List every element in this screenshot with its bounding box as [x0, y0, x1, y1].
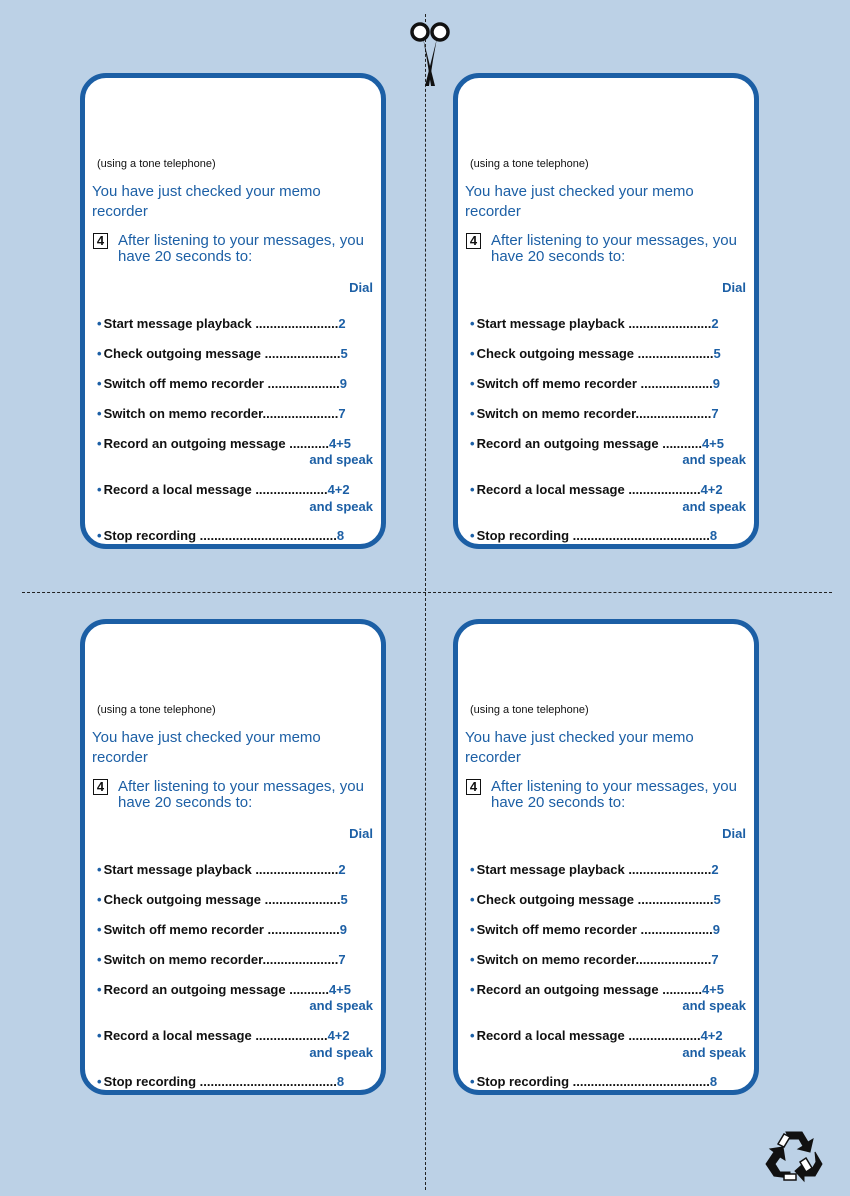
step-number-box: 4 [93, 779, 108, 795]
instruction-card [80, 619, 386, 1095]
bullet-icon: • [97, 436, 102, 451]
step-number-box: 4 [466, 233, 481, 249]
bullet-icon: • [97, 892, 102, 907]
bullet-icon: • [470, 1028, 475, 1043]
dial-code: 8 [709, 528, 718, 543]
dial-code: 7 [338, 952, 346, 967]
card-intro: You have just checked your memo recorder [465, 729, 694, 766]
bullet-icon: • [97, 528, 102, 543]
dial-code: 9 [339, 922, 348, 937]
list-item: • Stop recording ......................................8 [97, 1074, 345, 1089]
list-item: • Check outgoing message .....................5 [470, 346, 721, 361]
list-item: • Check outgoing message .....................5 [470, 892, 721, 907]
bullet-icon: • [97, 482, 102, 497]
list-item: • Record a local message ....................4+2 [470, 482, 723, 497]
dial-column-header: Dial [722, 280, 746, 295]
list-item: • Switch on memo recorder.....................7 [470, 952, 719, 967]
step-instruction: After listening to your messages, you have 20 seconds to: [118, 778, 364, 811]
list-item: • Switch off memo recorder ....................9 [97, 376, 348, 391]
dial-code: 7 [711, 952, 719, 967]
dial-code: 2 [711, 316, 719, 331]
card-intro: You have just checked your memo recorder [92, 183, 321, 220]
list-item: • Record a local message ....................4+2 [470, 1028, 723, 1043]
and-speak-note: and speak [309, 499, 373, 514]
dial-code: 9 [339, 376, 348, 391]
list-item: • Start message playback .......................2 [97, 862, 346, 877]
card-note: (using a tone telephone) [470, 158, 589, 170]
dial-code: 4+5 [328, 982, 352, 997]
list-item: • Start message playback .......................2 [470, 862, 719, 877]
dial-code: 2 [338, 316, 346, 331]
dial-code: 4+2 [327, 482, 350, 497]
card-note: (using a tone telephone) [97, 704, 216, 716]
vertical-cut-line [425, 14, 426, 1190]
bullet-icon: • [97, 982, 102, 997]
bullet-icon: • [470, 922, 475, 937]
card-intro: You have just checked your memo recorder [92, 729, 321, 766]
bullet-icon: • [470, 862, 475, 877]
recycle-icon [764, 1126, 824, 1184]
dial-code: 9 [712, 922, 721, 937]
dial-code: 4+2 [700, 482, 723, 497]
scissors-icon [408, 20, 452, 88]
dial-column-header: Dial [349, 280, 373, 295]
step-number-box: 4 [466, 779, 481, 795]
and-speak-note: and speak [682, 998, 746, 1013]
dial-code: 8 [336, 528, 345, 543]
dial-code: 8 [709, 1074, 718, 1089]
bullet-icon: • [97, 376, 102, 391]
bullet-icon: • [470, 406, 475, 421]
list-item: • Record an outgoing message ...........4+5 [470, 982, 725, 997]
dial-code: 4+5 [328, 436, 352, 451]
dial-code: 5 [713, 892, 721, 907]
bullet-icon: • [470, 436, 475, 451]
dial-code: 7 [711, 406, 719, 421]
bullet-icon: • [470, 376, 475, 391]
list-item: • Record a local message ....................4+2 [97, 482, 350, 497]
bullet-icon: • [97, 952, 102, 967]
step-instruction: After listening to your messages, you have 20 seconds to: [118, 232, 364, 265]
dial-code: 4+5 [701, 436, 725, 451]
and-speak-note: and speak [309, 452, 373, 467]
dial-column-header: Dial [722, 826, 746, 841]
bullet-icon: • [97, 1028, 102, 1043]
bullet-icon: • [97, 406, 102, 421]
list-item: • Stop recording ......................................8 [470, 528, 718, 543]
list-item: • Switch off memo recorder ....................9 [97, 922, 348, 937]
bullet-icon: • [470, 482, 475, 497]
step-instruction: After listening to your messages, you have 20 seconds to: [491, 778, 737, 811]
card-intro: You have just checked your memo recorder [465, 183, 694, 220]
dial-code: 2 [338, 862, 346, 877]
dial-code: 4+2 [700, 1028, 723, 1043]
bullet-icon: • [470, 892, 475, 907]
bullet-icon: • [97, 862, 102, 877]
horizontal-cut-line [22, 592, 832, 593]
list-item: • Check outgoing message .....................5 [97, 346, 348, 361]
dial-code: 7 [338, 406, 346, 421]
bullet-icon: • [97, 346, 102, 361]
dial-code: 5 [713, 346, 721, 361]
instruction-card [80, 73, 386, 549]
list-item: • Switch on memo recorder.....................7 [97, 952, 346, 967]
list-item: • Stop recording ......................................8 [97, 528, 345, 543]
bullet-icon: • [470, 952, 475, 967]
list-item: • Switch on memo recorder.....................7 [97, 406, 346, 421]
bullet-icon: • [470, 528, 475, 543]
and-speak-note: and speak [309, 1045, 373, 1060]
and-speak-note: and speak [682, 1045, 746, 1060]
instruction-card [453, 73, 759, 549]
list-item: • Start message playback .......................2 [470, 316, 719, 331]
dial-code: 4+2 [327, 1028, 350, 1043]
list-item: • Record a local message ....................4+2 [97, 1028, 350, 1043]
list-item: • Record an outgoing message ...........4+5 [470, 436, 725, 451]
list-item: • Switch on memo recorder.....................7 [470, 406, 719, 421]
bullet-icon: • [470, 346, 475, 361]
dial-code: 2 [711, 862, 719, 877]
list-item: • Start message playback .......................2 [97, 316, 346, 331]
dial-code: 5 [340, 346, 348, 361]
list-item: • Switch off memo recorder ....................9 [470, 922, 721, 937]
dial-code: 9 [712, 376, 721, 391]
dial-code: 5 [340, 892, 348, 907]
list-item: • Record an outgoing message ...........4+5 [97, 982, 352, 997]
bullet-icon: • [97, 1074, 102, 1089]
instruction-card [453, 619, 759, 1095]
card-note: (using a tone telephone) [97, 158, 216, 170]
card-note: (using a tone telephone) [470, 704, 589, 716]
bullet-icon: • [97, 316, 102, 331]
dial-column-header: Dial [349, 826, 373, 841]
step-instruction: After listening to your messages, you have 20 seconds to: [491, 232, 737, 265]
bullet-icon: • [97, 922, 102, 937]
list-item: • Switch off memo recorder ....................9 [470, 376, 721, 391]
and-speak-note: and speak [309, 998, 373, 1013]
list-item: • Stop recording ......................................8 [470, 1074, 718, 1089]
bullet-icon: • [470, 1074, 475, 1089]
list-item: • Record an outgoing message ...........4+5 [97, 436, 352, 451]
bullet-icon: • [470, 982, 475, 997]
dial-code: 4+5 [701, 982, 725, 997]
list-item: • Check outgoing message .....................5 [97, 892, 348, 907]
and-speak-note: and speak [682, 452, 746, 467]
dial-code: 8 [336, 1074, 345, 1089]
and-speak-note: and speak [682, 499, 746, 514]
bullet-icon: • [470, 316, 475, 331]
step-number-box: 4 [93, 233, 108, 249]
